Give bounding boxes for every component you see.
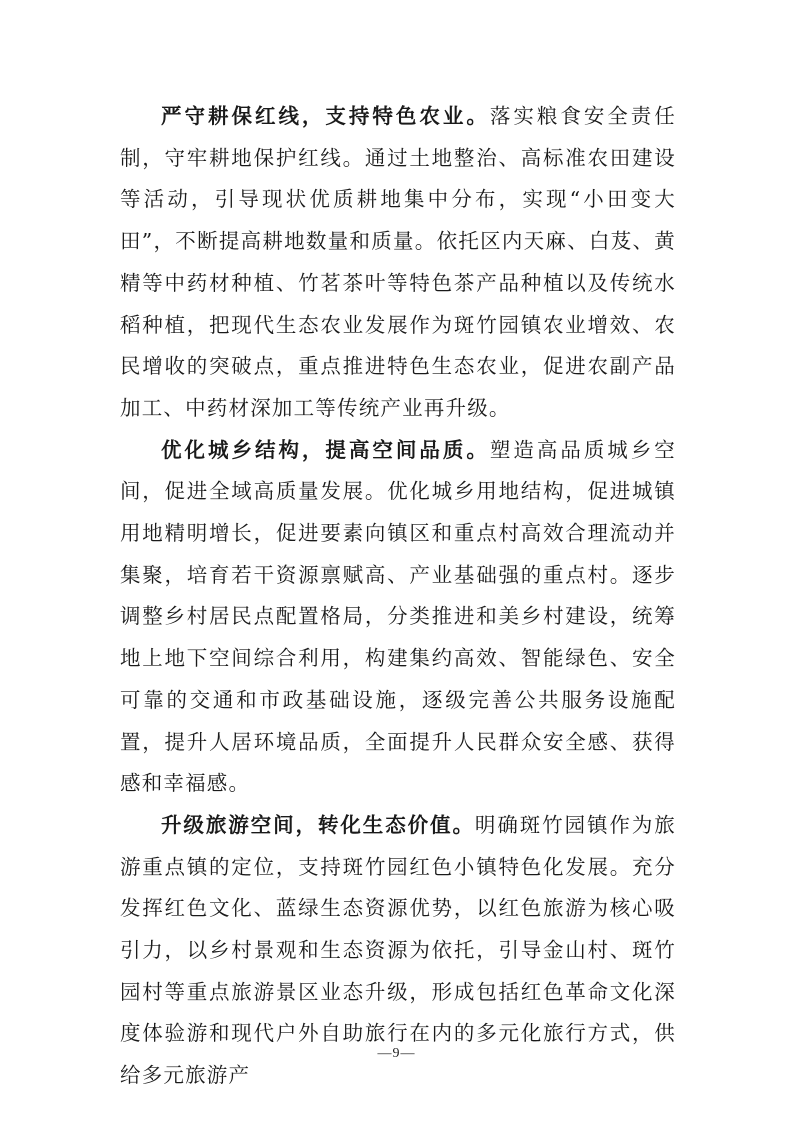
paragraph-text: 明确斑竹园镇作为旅游重点镇的定位，支持斑竹园红色小镇特色化发展。充分发挥红色文化、蓝绿生态资源优势，以红色旅游为核心吸引力，以乡村景观和生态资源为依托，引导金山村、斑竹园村等重点旅游景区业态升级，形成包括红色革命文化深度体验游和现代户外自助旅行在内的多元化旅行方式，供给多元旅游产 <box>120 812 676 1088</box>
page-number: —9— <box>377 1046 416 1061</box>
paragraph-heading: 严守耕保红线，支持特色农业。 <box>161 104 490 128</box>
paragraph-heading: 升级旅游空间，转化生态价值。 <box>161 812 475 837</box>
paragraph-text: 塑造高品质城乡空间，促进全域高质量发展。优化城乡用地结构，促进城镇用地精明增长，促进要素向镇区和重点村高效合理流动并集聚，培育若干资源禀赋高、产业基础强的重点村。逐步调整乡村居民点配置格局，分类推进和美乡村建设，统筹地上地下空间综合利用，构建集约高效、智能绿色、安全可靠的交通和市政基础设施，逐级完善公共服务设施配置，提升人居环境品质，全面提升人民群众安全感、获得感和幸福感。 <box>120 437 676 796</box>
paragraph-text: 落实粮食安全责任制，守牢耕地保护红线。通过土地整治、高标准农田建设等活动，引导现状优质耕地集中分布，实现“小田变大田”，不断提高耕地数量和质量。依托区内天麻、白芨、黄精等中药材种植、竹茗茶叶等特色茶产品种植以及传统水稻种植，把现代生态农业发展作为斑竹园镇农业增效、农民增收的突破点，重点推进特色生态农业，促进农副产品加工、中药材深加工等传统产业再升级。 <box>120 104 676 420</box>
document-body <box>120 96 676 1097</box>
paragraph-farmland <box>120 96 676 430</box>
paragraph-heading: 优化城乡结构，提高空间品质。 <box>161 437 490 462</box>
paragraph-urban-rural <box>120 430 676 805</box>
